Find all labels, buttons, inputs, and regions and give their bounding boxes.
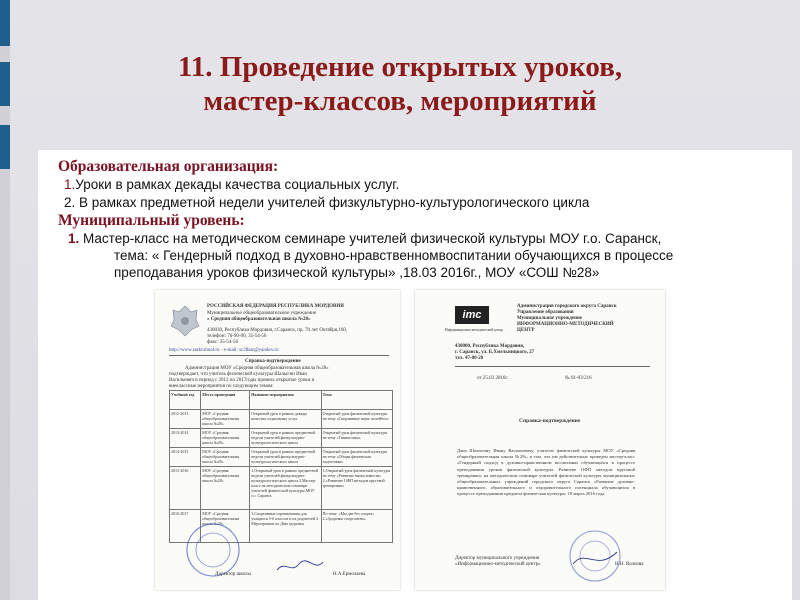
table-row (170, 448, 393, 467)
cell-year: 2015-2016 (170, 467, 201, 510)
doc2-title: Справка-подтверждение (519, 418, 581, 424)
doc2-sign-role2: «Информационно-методический центр» (455, 562, 541, 567)
muni-item-1-line3: преподавания уроков физической культуры» ,18.03 2016г., МОУ «СОШ №28» (114, 265, 600, 280)
slide-title-line2: мастер-классов, мероприятий (203, 85, 597, 117)
muni-item-1 (58, 230, 783, 281)
cell-event: Открытый урок в рамках предметной недели учителей физкультурно-культурологического цикла (250, 429, 321, 448)
school-stamp-icon (173, 520, 253, 580)
cell-event: Открытый урок в рамках декады качества социальных услуг (250, 410, 321, 429)
muni-item-1-line2: тема: « Гендерный подход в духовно-нравственномвоспитании обучающихся в процессе (114, 248, 674, 263)
col-event: Название мероприятия (250, 391, 321, 410)
doc1-sign-role: Директор школы (215, 572, 251, 577)
doc2-sign-role1: Директор муниципального учреждения (455, 556, 540, 561)
imc-stamp-icon (565, 528, 625, 584)
org-heading: Образовательная организация: (58, 158, 279, 175)
cell-topic: Открытый урок физической культуры на тему «Спортивные игры: волейбол» (321, 410, 392, 429)
org-item-1 (58, 176, 783, 194)
doc2-header4: ИНФОРМАЦИОННО-МЕТОДИЧЕСКИЙ (517, 322, 614, 327)
doc1-site: http://www.sarkcshool.ru · e-mail: sc28sar@yandex.ru (169, 348, 279, 353)
slide-title-line1: 11. Проведение открытых уроков, (177, 51, 623, 83)
scanned-certificate-school (155, 290, 400, 590)
imc-logo-subtitle: Информационно-методический центр (445, 328, 503, 332)
doc1-phone: телефон: 76-90-00, 35-54-56 (207, 334, 267, 339)
doc2-number: № 01-03/216 (565, 376, 592, 381)
doc2-body: Дана Шалыгину Ивану Васильевичу, учителю физической культуры МОУ «Средняя общеобразовательная школа №28», в том, что им действительно проведен мастер-класс «Гендерный подход в духовно-нравственном воспитании обучающихся в процессе преподавания уроков физической культуры. Развитие ОФП методом круговой тренировки» на методическом семинаре учителей физической культуры муниципальных общеобразовательных учреждений городского округа Саранск «Развитие духовно-нравственного, образовательного и оздоровительного потенциала обучающихся в процессе преподавания предмета физическая культура» 18 марта 2016 года. (457, 448, 635, 497)
coat-of-arms-icon (169, 304, 201, 338)
cell-topic: По теме: «Мы две без спорта» 2.«Здоровье спортсмена» (321, 510, 392, 543)
cell-year: 2014-2015 (170, 448, 201, 467)
doc2-header5: ЦЕНТР (517, 328, 535, 333)
muni-item-1-line1: Мастер-класс на методическом семинаре учителей физической культуры МОУ г.о. Саранск, (83, 231, 662, 246)
cell-event: 1.Спортивные соревнования для учащихся 5-6 классов и их родителей 2. Мероприятие ко Дню здоровья (250, 510, 321, 543)
cell-place: МОУ «Средняя общеобразовательная школа №28» (201, 448, 250, 467)
left-tab-3 (0, 125, 10, 169)
content-text (58, 158, 783, 281)
org-item-1-number: 1. (64, 177, 76, 192)
col-topic: Тема (321, 391, 392, 410)
doc1-intro3: Васильевич в период с 2012 по 2017годы провела открытые уроки и (169, 378, 315, 383)
table-row (170, 429, 393, 448)
cell-event: 1.Открытый урок в рамках предметной недели учителей физкультурно-культурологического цикла 2.Мастер-класс на методическом семинаре учителей физической культуры МОУ г.о. Саранск (250, 467, 321, 510)
doc1-header2: Муниципальное общеобразовательное учреждение (207, 311, 317, 316)
doc1-address: 430030, Республика Мордовия, г.Саранск, пр. 70 лет Октября,160, (207, 328, 348, 333)
org-item-1-text: Уроки в рамках декады качества социальных услуг. (75, 177, 400, 192)
muni-heading: Муниципальный уровень: (58, 212, 245, 229)
table-row (170, 467, 393, 510)
doc2-header3: Муниципальное учреждение (517, 316, 583, 321)
cell-topic: Открытый урок физической культуры на тему «Гимнастика» (321, 429, 392, 448)
col-place: Место проведения (201, 391, 250, 410)
doc2-header2: Управление образования (517, 310, 574, 315)
doc2-header1: Администрация городского округа Саранск (517, 304, 617, 309)
table-row (170, 410, 393, 429)
cell-year: 2013-2014 (170, 429, 201, 448)
doc2-address3: тел. 47-00-20 (455, 356, 484, 361)
doc1-title: Справка-подтверждение (245, 359, 301, 364)
doc1-divider (169, 355, 389, 356)
doc2-date: от 25.03 2016г. (477, 376, 509, 381)
scanned-certificate-imc (415, 290, 665, 590)
doc1-intro1: Администрация МОУ «Средняя общеобразовательная школа №28» (185, 366, 329, 371)
table-header-row (170, 391, 393, 410)
col-year: Учебный год (170, 391, 201, 410)
muni-item-1-number: 1. (68, 231, 80, 246)
cell-place: МОУ «Средняя общеобразовательная школа №28» (201, 467, 250, 510)
doc1-fax: факс: 35-54-56 (207, 340, 238, 345)
cell-year: 2016-2017 (170, 510, 201, 543)
left-tab-1 (0, 0, 10, 46)
doc1-sign-name: Н.А.Ермолаева (333, 572, 366, 577)
cell-year: 2012-2013 (170, 410, 201, 429)
doc1-header3: « Средняя общеобразовательная школа №28» (207, 317, 311, 322)
cell-place: МОУ «Средняя общеобразовательная школа №28» (201, 510, 250, 543)
doc1-intro4: внеклассные мероприятия по следующим темам: (169, 384, 274, 389)
doc2-sign-name: Н.Н. Волкова (615, 562, 644, 567)
doc2-address2: г. Саранск, ул. Б.Хмельницкого, 27 (455, 350, 535, 355)
doc1-header1: РОССИЙСКАЯ ФЕДЕРАЦИЯ РЕСПУБЛИКА МОРДОВИЯ (207, 304, 344, 309)
cell-topic: Открытый урок физической культуры на тему «Общая физическая подготовка» (321, 448, 392, 467)
slide-title (0, 50, 800, 118)
doc2-divider (455, 366, 650, 367)
org-item-2: 2. В рамках предметной недели учителей физкультурно-культурологического цикла (64, 195, 590, 210)
cell-event: Открытый урок в рамках предметной недели учителей физкультурно-культурологического цикла (250, 448, 321, 467)
doc2-address1: 430000, Республика Мордовия, (455, 344, 525, 349)
imc-logo: imc (455, 306, 489, 324)
cell-place: МОУ «Средняя общеобразовательная школа №28» (201, 410, 250, 429)
doc1-intro2: подтверждает, что учитель физической культуры Шалыгин Иван (169, 372, 307, 377)
cell-topic: 1.Открытый урок физической культуры на тему «Развитие выносливости» 2.«Развитие ОФП методом круговой тренировки» (321, 467, 392, 510)
cell-place: МОУ «Средняя общеобразовательная школа №28» (201, 429, 250, 448)
signature-icon (275, 558, 325, 576)
